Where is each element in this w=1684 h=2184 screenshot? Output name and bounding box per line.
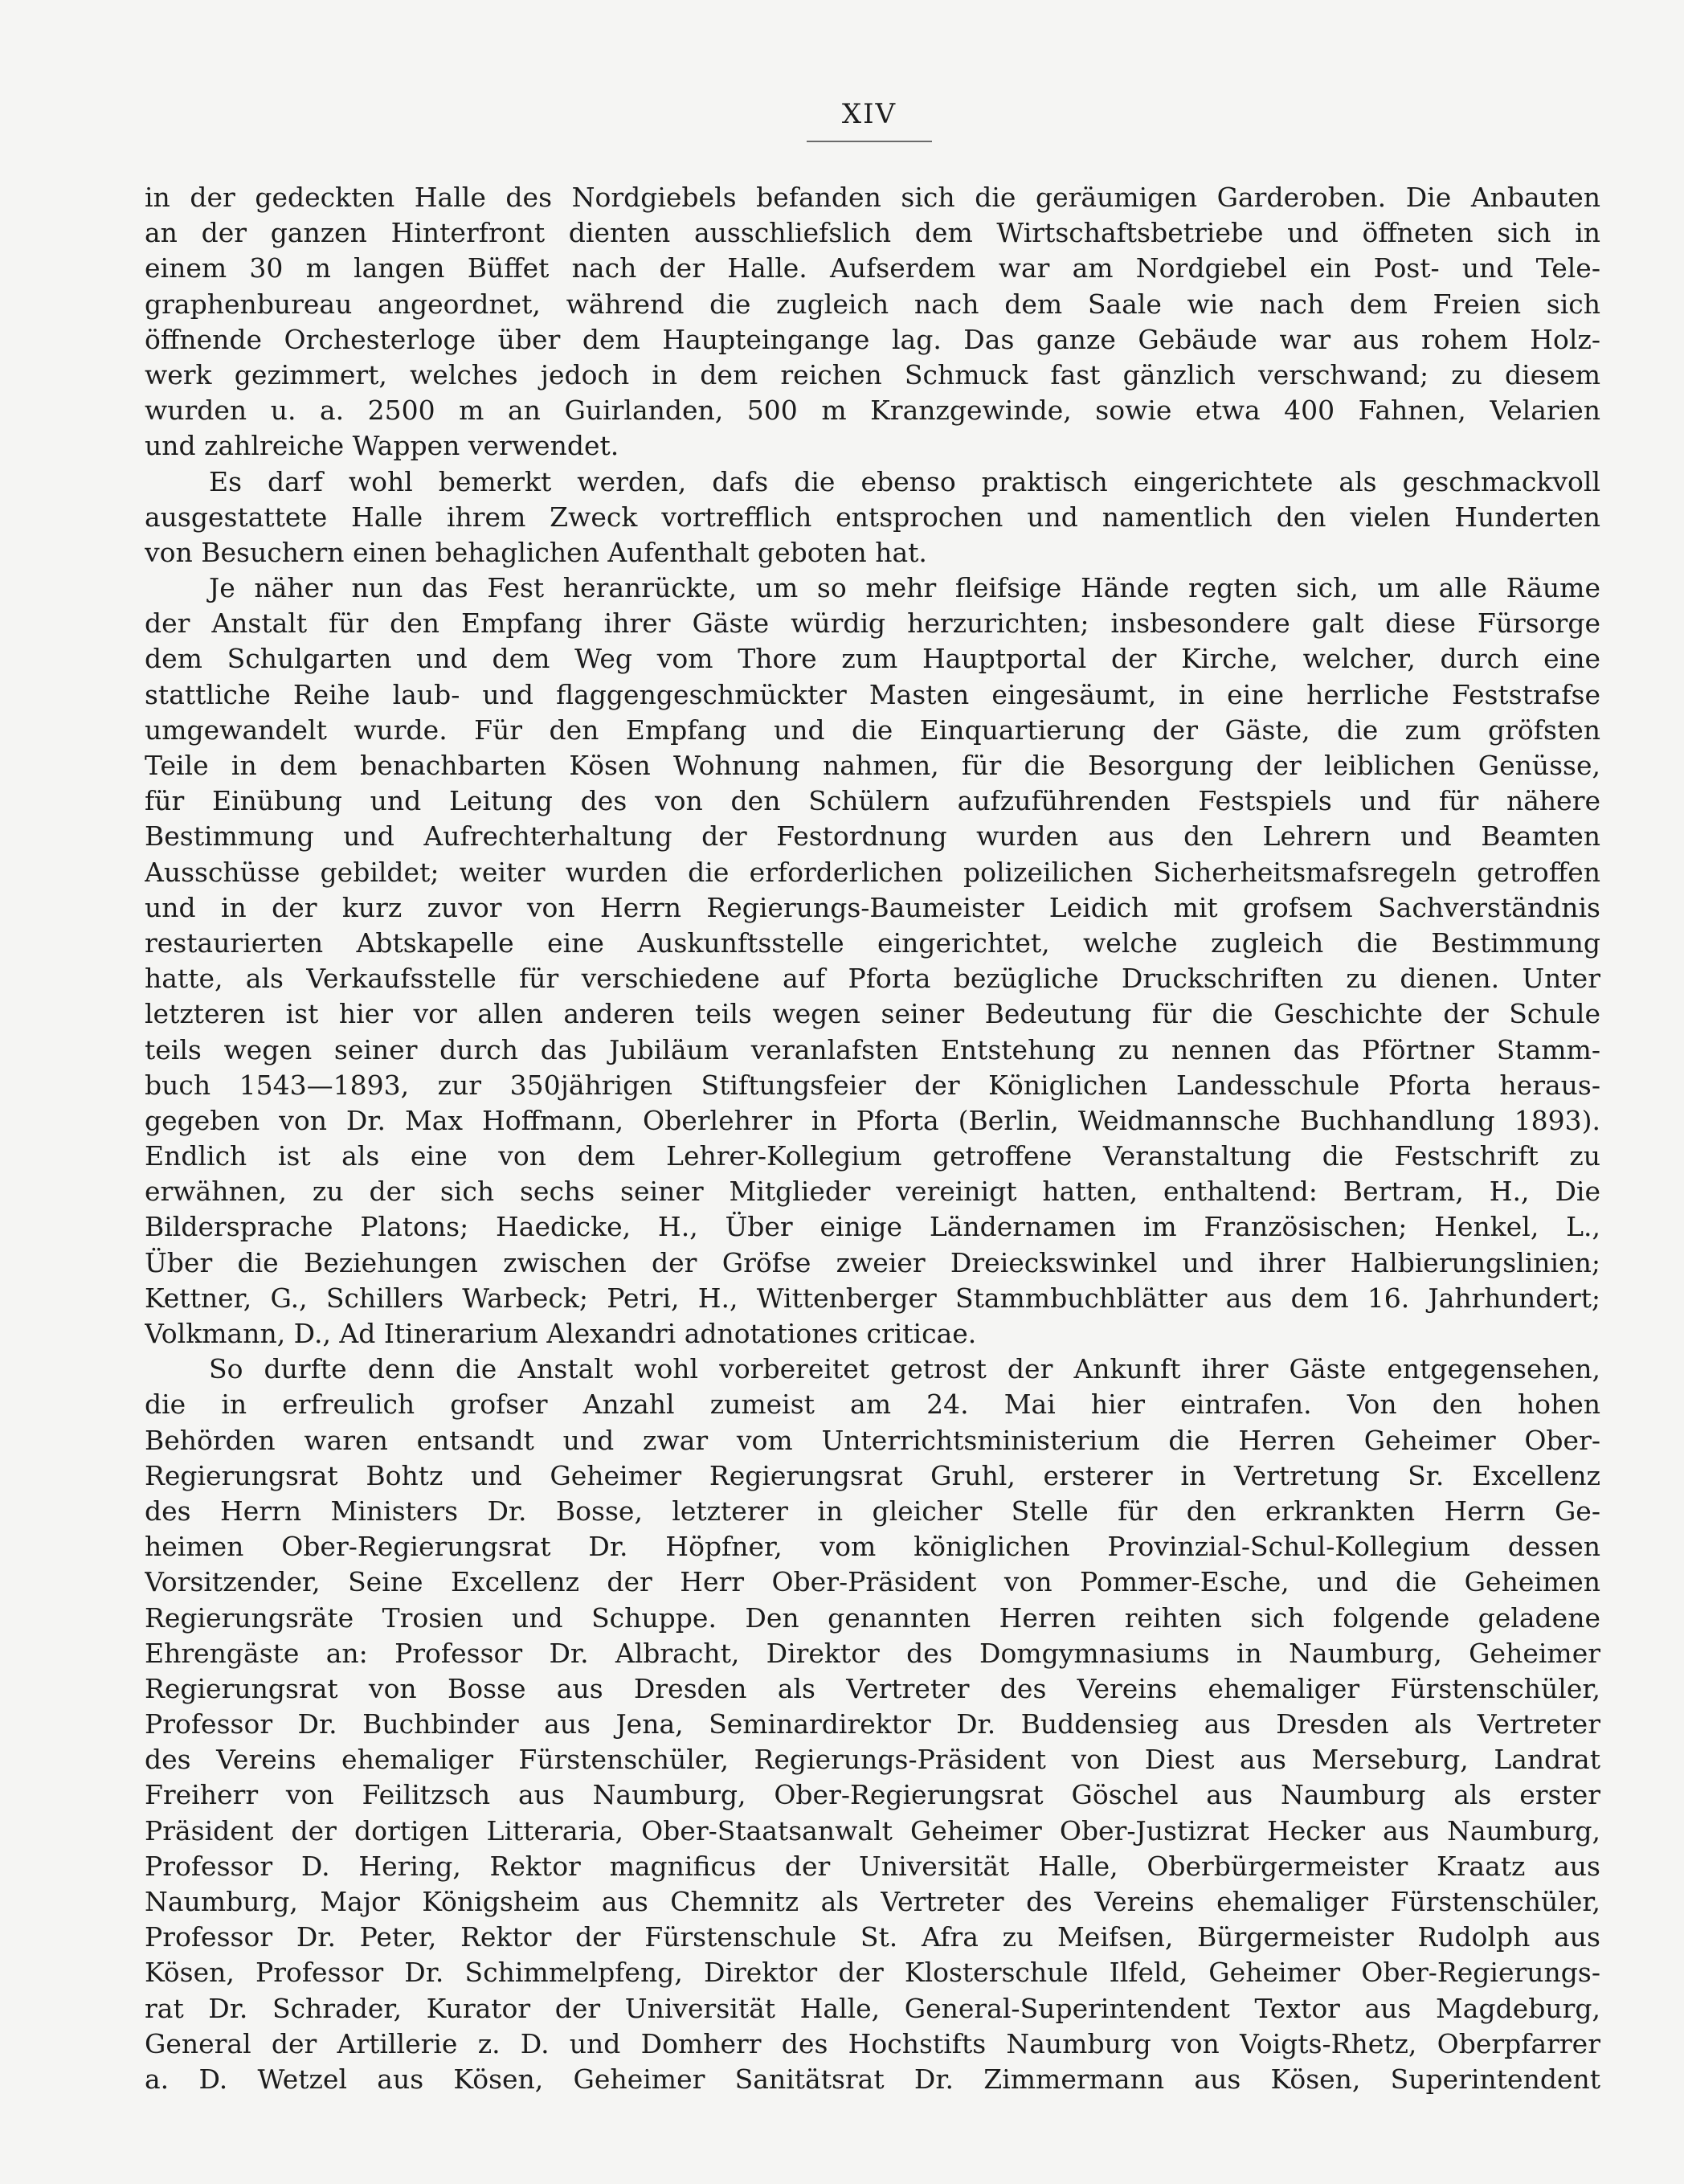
text-line: Kösen, Professor Dr. Schimmelpfeng, Direktor der Klosterschule Ilfeld, Geheimer Ober-Regierungs- <box>145 1957 1600 1989</box>
text-line: der Anstalt für den Empfang ihrer Gäste würdig herzurichten; insbesondere galt diese Fürsorge <box>145 607 1600 640</box>
text-line: Regierungsrat von Bosse aus Dresden als Vertreter des Vereins ehemaliger Fürstenschüler, <box>145 1672 1600 1704</box>
text-line: Kettner, G., Schillers Warbeck; Petri, H., Wittenberger Stammbuchblätter aus dem 16. Jahrhundert; <box>145 1282 1600 1314</box>
body-text <box>145 180 1600 2097</box>
text-line: Professor Dr. Peter, Rektor der Fürstenschule St. Afra zu Meifsen, Bürgermeister Rudolph aus <box>145 1921 1600 1953</box>
text-line: ausgestattete Halle ihrem Zweck vortrefflich entsprochen und namentlich den vielen Hunderten <box>145 501 1600 533</box>
text-line: General der Artillerie z. D. und Domherr des Hochstifts Naumburg von Voigts-Rhetz, Oberpfarrer <box>145 2027 1600 2059</box>
text-line: Behörden waren entsandt und zwar vom Unterrichtsministerium die Herren Geheimer Ober- <box>145 1424 1600 1456</box>
text-line: erwähnen, zu der sich sechs seiner Mitglieder vereinigt hatten, enthaltend: Bertram, H., Die <box>145 1176 1600 1208</box>
text-line: Regierungsräte Trosien und Schuppe. Den genannten Herren reihten sich folgende geladene <box>145 1601 1600 1634</box>
text-line: des Vereins ehemaliger Fürstenschüler, Regierungs-Präsident von Diest aus Merseburg, Landrat <box>145 1744 1600 1776</box>
text-line: Bestimmung und Aufrechterhaltung der Festordnung wurden aus den Lehrern und Beamten <box>145 820 1600 853</box>
text-line: Über die Beziehungen zwischen der Gröfse zweier Dreieckswinkel und ihrer Halbierungslinien; <box>145 1246 1600 1278</box>
text-line: hatte, als Verkaufsstelle für verschiedene auf Pforta bezügliche Druckschriften zu dienen. Unter <box>145 963 1600 995</box>
page-number: XIV <box>841 98 897 130</box>
text-line: a. D. Wetzel aus Kösen, Geheimer Sanitätsrat Dr. Zimmermann aus Kösen, Superintendent <box>145 2063 1600 2095</box>
text-line: die in erfreulich grofser Anzahl zumeist am 24. Mai hier eintrafen. Von den hohen <box>145 1389 1600 1421</box>
text-line: Je näher nun das Fest heranrückte, um so mehr fleifsige Hände regten sich, um alle Räume <box>209 572 1600 604</box>
text-line: einem 30 m langen Büffet nach der Halle. Aufserdem war am Nordgiebel ein Post- und Tele- <box>145 252 1600 284</box>
text-line: Ehrengäste an: Professor Dr. Albracht, Direktor des Domgymnasiums in Naumburg, Geheimer <box>145 1637 1600 1669</box>
text-line: graphenbureau angeordnet, während die zugleich nach dem Saale wie nach dem Freien sich <box>145 288 1600 320</box>
text-line: dem Schulgarten und dem Weg vom Thore zum Hauptportal der Kirche, welcher, durch eine <box>145 643 1600 675</box>
text-line: Präsident der dortigen Litteraria, Ober-Staatsanwalt Geheimer Ober-Justizrat Hecker aus Naumburg, <box>145 1814 1600 1847</box>
text-line: Teile in dem benachbarten Kösen Wohnung nahmen, für die Besorgung der leiblichen Genüsse, <box>145 750 1600 781</box>
page-number-rule <box>807 141 932 142</box>
text-line: So durfte denn die Anstalt wohl vorbereitet getrost der Ankunft ihrer Gäste entgegensehen, <box>209 1353 1600 1385</box>
text-line: teils wegen seiner durch das Jubiläum veranlafsten Entstehung zu nennen das Pförtner Stamm- <box>145 1033 1600 1065</box>
text-line: Endlich ist als eine von dem Lehrer-Kollegium getroffene Veranstaltung die Festschrift zu <box>145 1140 1600 1172</box>
text-line: umgewandelt wurde. Für den Empfang und die Einquartierung der Gäste, die zum gröfsten <box>145 714 1600 746</box>
text-line: stattliche Reihe laub- und flaggengeschmückter Masten eingesäumt, in eine herrliche Feststrafse <box>145 678 1600 710</box>
text-line: buch 1543—1893, zur 350jährigen Stiftungsfeier der Königlichen Landesschule Pforta heraus- <box>145 1069 1600 1101</box>
text-line: wurden u. a. 2500 m an Guirlanden, 500 m Kranzgewinde, sowie etwa 400 Fahnen, Velarien <box>145 395 1600 427</box>
text-line: Naumburg, Major Königsheim aus Chemnitz als Vertreter des Vereins ehemaliger Fürstenschüler, <box>145 1886 1600 1917</box>
text-line: in der gedeckten Halle des Nordgiebels befanden sich die geräumigen Garderoben. Die Anbauten <box>145 182 1600 213</box>
text-line: und zahlreiche Wappen verwendet. <box>145 430 619 462</box>
text-line: Volkmann, D., Ad Itinerarium Alexandri adnotationes criticae. <box>145 1318 977 1349</box>
text-line: gegeben von Dr. Max Hoffmann, Oberlehrer in Pforta (Berlin, Weidmannsche Buchhandlung 1893). <box>145 1104 1600 1136</box>
text-line: an der ganzen Hinterfront dienten ausschliefslich dem Wirtschaftsbetriebe und öffneten sich in <box>145 217 1600 249</box>
text-line: des Herrn Ministers Dr. Bosse, letzterer in gleicher Stelle für den erkrankten Herrn Ge- <box>145 1495 1600 1527</box>
text-line: Regierungsrat Bohtz und Geheimer Regierungsrat Gruhl, ersterer in Vertretung Sr. Excellenz <box>145 1459 1600 1491</box>
text-line: Vorsitzender, Seine Excellenz der Herr Ober-Präsident von Pommer-Esche, und die Geheimen <box>145 1566 1600 1598</box>
text-line: Professor Dr. Buchbinder aus Jena, Seminardirektor Dr. Buddensieg aus Dresden als Vertreter <box>145 1708 1600 1740</box>
text-line: Freiherr von Feilitzsch aus Naumburg, Ober-Regierungsrat Göschel aus Naumburg als erster <box>145 1779 1600 1811</box>
text-line: werk gezimmert, welches jedoch in dem reichen Schmuck fast gänzlich verschwand; zu diesem <box>145 358 1600 391</box>
text-line: Bildersprache Platons; Haedicke, H., Über einige Ländernamen im Französischen; Henkel, L., <box>145 1211 1600 1243</box>
text-line: Professor D. Hering, Rektor magnificus der Universität Halle, Oberbürgermeister Kraatz aus <box>145 1850 1600 1882</box>
text-line: von Besuchern einen behaglichen Aufenthalt geboten hat. <box>145 536 927 568</box>
text-line: Es darf wohl bemerkt werden, dafs die ebenso praktisch eingerichtete als geschmackvoll <box>209 465 1600 497</box>
text-line: letzteren ist hier vor allen anderen teils wegen seiner Bedeutung für die Geschichte der Schule <box>145 998 1600 1030</box>
text-line: rat Dr. Schrader, Kurator der Universität Halle, General-Superintendent Textor aus Magdeburg, <box>145 1992 1600 2024</box>
text-line: restaurierten Abtskapelle eine Auskunftsstelle eingerichtet, welche zugleich die Bestimmung <box>145 926 1600 959</box>
text-line: öffnende Orchesterloge über dem Haupteingange lag. Das ganze Gebäude war aus rohem Holz- <box>145 323 1600 355</box>
text-line: und in der kurz zuvor von Herrn Regierungs-Baumeister Leidich mit grofsem Sachverständnis <box>145 891 1600 923</box>
text-line: Ausschüsse gebildet; weiter wurden die erforderlichen polizeilichen Sicherheitsmafsregeln getroffen <box>145 856 1600 888</box>
text-line: heimen Ober-Regierungsrat Dr. Höpfner, vom königlichen Provinzial-Schul-Kollegium dessen <box>145 1531 1600 1563</box>
text-line: für Einübung und Leitung des von den Schülern aufzuführenden Festspiels und für nähere <box>145 785 1600 817</box>
